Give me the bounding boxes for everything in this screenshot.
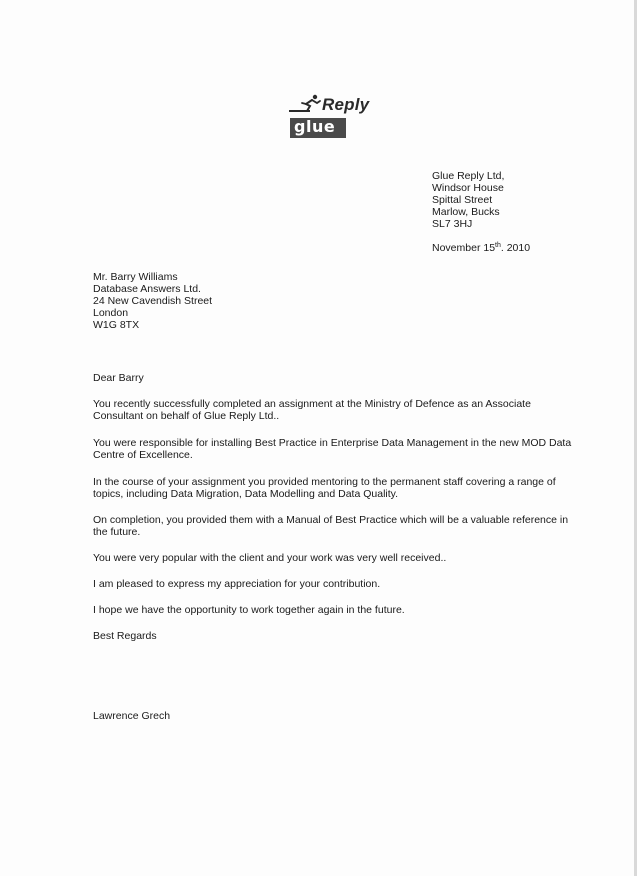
sender-line: Glue Reply Ltd,	[432, 170, 505, 182]
glue-wordmark: glue	[294, 117, 336, 136]
recipient-line: W1G 8TX	[93, 319, 140, 331]
recipient-line: London	[93, 307, 129, 319]
reply-logo	[288, 92, 378, 116]
paragraph	[93, 552, 583, 564]
letter-date	[432, 242, 530, 254]
reply-wordmark: Reply	[322, 95, 370, 114]
sender-line: SL7 3HJ	[432, 218, 473, 230]
recipient-line: Database Answers Ltd.	[93, 283, 201, 295]
signatory	[93, 710, 583, 722]
paragraph	[93, 476, 583, 500]
paragraph	[93, 604, 583, 616]
paragraph	[93, 514, 583, 538]
recipient-line: Mr. Barry Williams	[93, 271, 178, 283]
sender-address	[432, 170, 504, 230]
paragraph-text: You were very popular with the client and your work was very well received..	[93, 552, 447, 564]
salutation-text: Dear Barry	[93, 372, 144, 384]
recipient-line: 24 New Cavendish Street	[93, 295, 213, 307]
company-logo	[288, 92, 378, 146]
paragraph-text: On completion, you provided them with a Manual of Best Practice which will be a valuable reference in the future.	[93, 514, 569, 538]
paragraph	[93, 398, 583, 422]
signatory-name: Lawrence Grech	[93, 710, 171, 722]
recipient-address	[93, 271, 212, 331]
salutation	[93, 372, 583, 384]
sender-line: Spittal Street	[432, 194, 493, 206]
paragraph-text: I am pleased to express my appreciation for your contribution.	[93, 578, 381, 590]
date-ordinal: th	[495, 242, 501, 249]
paragraph	[93, 578, 583, 590]
paragraph-text: You recently successfully completed an assignment at the Ministry of Defence as an Associate Consultant on behalf of Glue Reply Ltd..	[93, 398, 531, 422]
runner-icon	[288, 94, 322, 114]
sender-line: Marlow, Bucks	[432, 206, 500, 218]
date-prefix: November 15	[432, 242, 496, 254]
paragraph-text: You were responsible for installing Best Practice in Enterprise Data Management in the new MOD Data Centre of Excellence.	[93, 437, 572, 461]
closing-text: Best Regards	[93, 630, 157, 642]
closing	[93, 630, 583, 642]
paragraph-text: I hope we have the opportunity to work together again in the future.	[93, 604, 405, 616]
paragraph-text: In the course of your assignment you provided mentoring to the permanent staff covering a range of topics, including Data Migration, Data Modelling and Data Quality.	[93, 476, 556, 500]
glue-logo-box	[290, 118, 346, 138]
paragraph	[93, 437, 583, 461]
date-rest: . 2010	[500, 242, 531, 254]
sender-line: Windsor House	[432, 182, 504, 194]
